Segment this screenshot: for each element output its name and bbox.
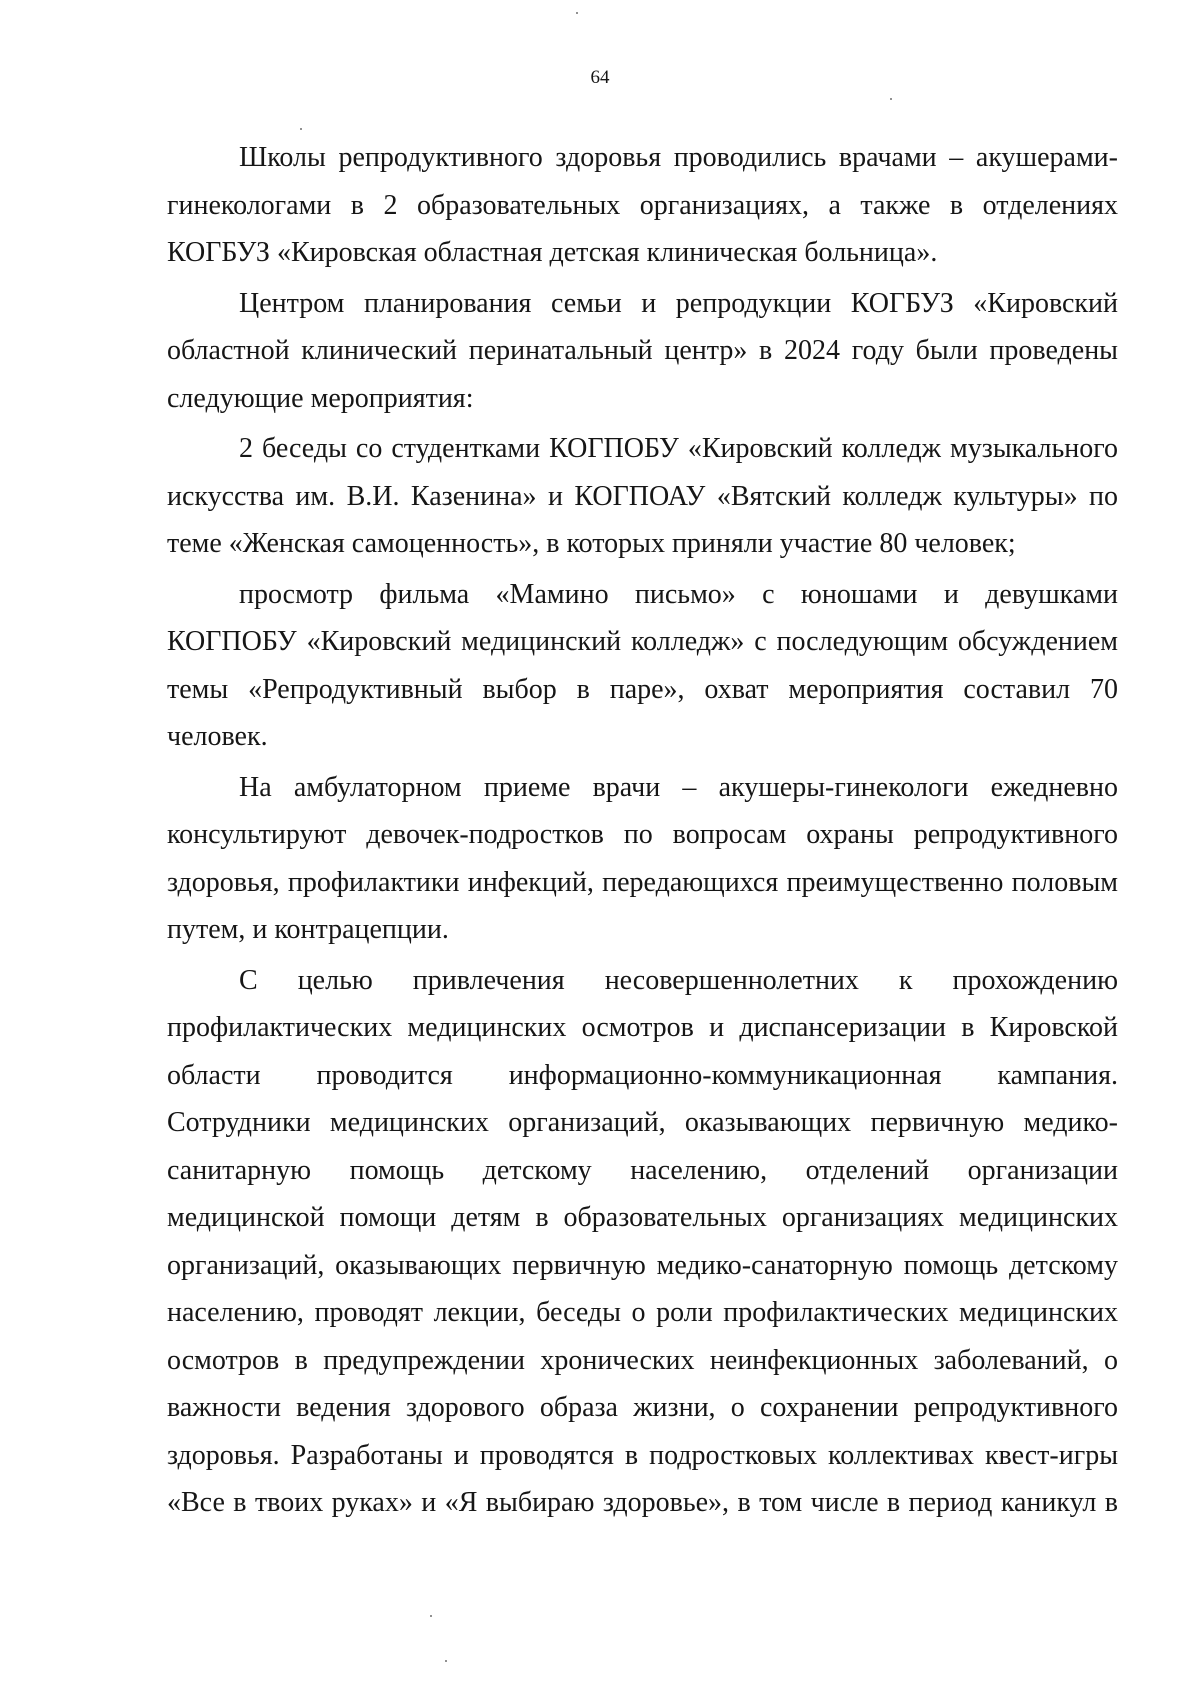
paragraph-reproductive-health-schools: Школы репродуктивного здоровья проводились врачами – акушерами-гинекологами в 2 образовательных организациях, а также в отделениях КОГБУЗ «Кировская областная детская клиническая больница».	[167, 142, 1118, 268]
paragraph-outpatient-consultations: На амбулаторном приеме врачи – акушеры-гинекологи ежедневно консультируют девочек-подростков по вопросам охраны репродуктивного здоровья, профилактики инфекций, передающихся преимущественно половым путем, и контрацепции.	[167, 771, 1118, 945]
page-number: 64	[590, 67, 610, 88]
scan-speck	[576, 12, 578, 14]
paragraph-family-planning-center: Центром планирования семьи и репродукции КОГБУЗ «Кировский областной клинический перинатальный центр» в 2024 году были проведены следующие мероприятия:	[167, 287, 1118, 414]
document-body	[167, 134, 1118, 1530]
scan-speck	[890, 98, 892, 100]
scan-speck	[430, 1615, 432, 1617]
paragraph-conversations-with-students: 2 беседы со студентками КОГПОБУ «Кировский колледж музыкального искусства им. В.И. Казенина» и КОГПОАУ «Вятский колледж культуры» по теме «Женская самоценность», в которых приняли участие 80 человек;	[167, 433, 1118, 559]
scan-speck	[300, 128, 302, 130]
paragraph-film-screening: просмотр фильма «Мамино письмо» с юношами и девушками КОГПОБУ «Кировский медицинский колледж» с последующим обсуждением темы «Репродуктивный выбор в паре», охват мероприятия составил 70 человек.	[167, 578, 1118, 752]
paragraph-information-campaign: С целью привлечения несовершеннолетних к прохождению профилактических медицинских осмотров и диспансеризации в Кировской области проводится информационно-коммуникационная кампания. Сотрудники медицинских организаций, оказывающих первичную медико-санитарную помощь детскому населению, отделений организации медицинской помощи детям в образовательных организациях медицинских организаций, оказывающих первичную медико-санаторную помощь детскому населению, проводят лекции, беседы о роли профилактических медицинских осмотров в предупреждении хронических неинфекционных заболеваний, о важности ведения здорового образа жизни, о сохранении репродуктивного здоровья. Разработаны и проводятся в подростковых коллективах квест-игры «Все в твоих руках» и «Я выбираю здоровье», в том числе в период каникул в	[167, 964, 1118, 1518]
scan-speck	[445, 1660, 447, 1662]
